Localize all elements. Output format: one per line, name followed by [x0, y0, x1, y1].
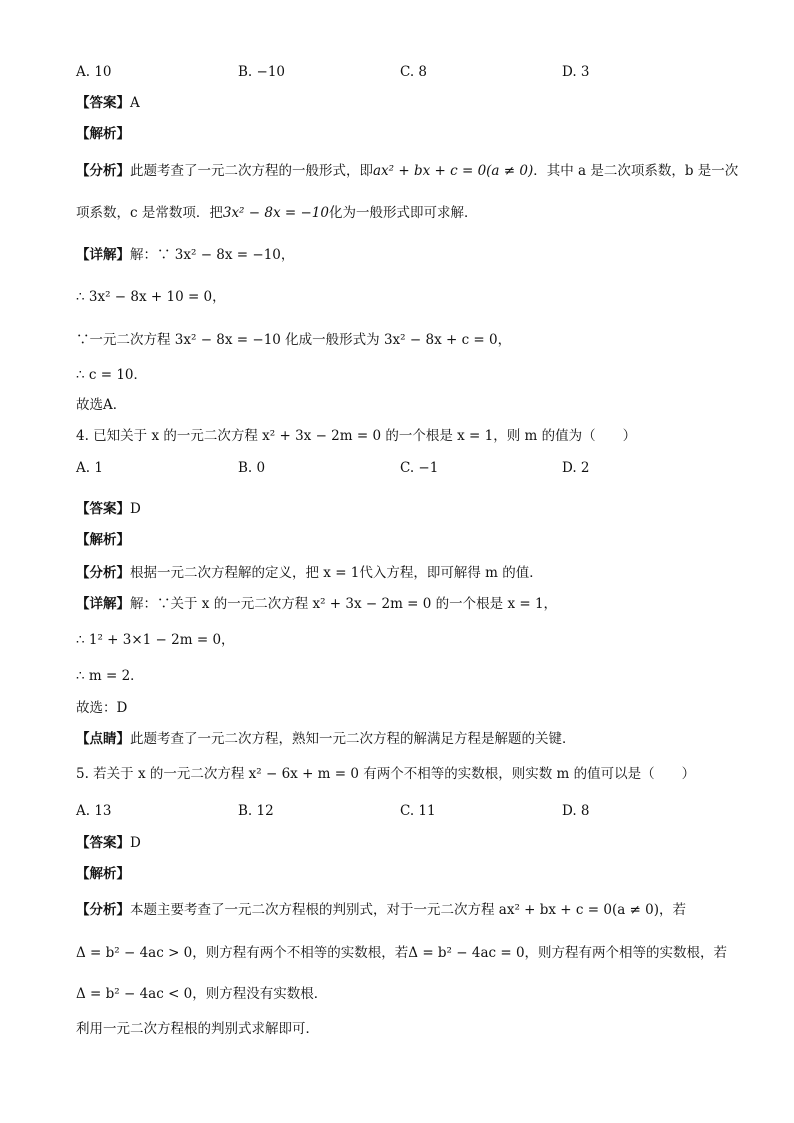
- q3-analysis-heading: 【解析】: [76, 126, 130, 142]
- q5-option-d: D. 8: [562, 803, 590, 819]
- analysis-text: 项系数，c 是常数项．把: [76, 205, 223, 221]
- q3-analysis-line-2: [76, 203, 477, 223]
- answer-value: A: [130, 95, 140, 111]
- q4-option-a: A. 1: [76, 460, 103, 476]
- q5-analysis-heading: 【解析】: [76, 866, 130, 882]
- answer-value: D: [130, 835, 141, 851]
- q3-option-a: A. 10: [76, 64, 112, 80]
- q3-detail-line-4: ∴ c = 10．: [76, 367, 148, 383]
- q4-analysis: [76, 563, 543, 583]
- q4-stem: 4. 已知关于 x 的一元二次方程 x² + 3x − 2m = 0 的一个根是 x = 1，则 m 的值为（ ）: [76, 428, 637, 444]
- answer-value: D: [130, 501, 141, 517]
- q3-option-b: B. −10: [238, 64, 285, 80]
- detail-tag: 【详解】: [76, 247, 130, 263]
- analysis-text: 根据一元二次方程解的定义，把 x = 1代入方程，即可解得 m 的值．: [130, 565, 543, 581]
- comment-tag: 【点睛】: [76, 731, 130, 747]
- q5-option-c: C. 11: [400, 803, 436, 819]
- analysis-text: 此题考查了一元二次方程的一般形式，即: [130, 163, 373, 179]
- q3-option-c: C. 8: [400, 64, 428, 80]
- answer-tag: 【答案】: [76, 835, 130, 851]
- q3-detail-line-2: ∴ 3x² − 8x + 10 = 0，: [76, 289, 226, 305]
- q5-option-b: B. 12: [238, 803, 274, 819]
- q5-analysis-line-3: Δ = b² − 4ac < 0，则方程没有实数根．: [76, 986, 328, 1002]
- q5-analysis-line-4: 利用一元二次方程根的判别式求解即可．: [76, 1021, 319, 1037]
- q4-answer: [76, 499, 141, 519]
- analysis-text: ．其中 a 是二次项系数，b 是一次: [533, 163, 739, 179]
- q4-option-d: D. 2: [562, 460, 590, 476]
- analysis-text: 本题主要考查了一元二次方程根的判别式，对于一元二次方程 ax² + bx + c = 0(a ≠ 0)，若: [130, 902, 687, 918]
- analysis-tag: 【分析】: [76, 565, 130, 581]
- q4-analysis-heading: 【解析】: [76, 532, 130, 548]
- detail-text: 解：∵ 3x² − 8x = −10，: [130, 247, 295, 263]
- q5-option-a: A. 13: [76, 803, 112, 819]
- analysis-text: 化为一般形式即可求解．: [328, 205, 478, 221]
- analysis-tag: 【分析】: [76, 902, 130, 918]
- q3-choose: 故选A．: [76, 397, 127, 413]
- q5-answer: [76, 833, 141, 853]
- q3-option-d: D. 3: [562, 64, 590, 80]
- q4-detail-line-2: ∴ 1² + 3×1 − 2m = 0，: [76, 632, 235, 648]
- q5-analysis-line-2: Δ = b² − 4ac > 0，则方程有两个不相等的实数根，若Δ = b² − 4ac = 0，则方程有两个相等的实数根，若: [76, 945, 728, 961]
- q5-stem: 5. 若关于 x 的一元二次方程 x² − 6x + m = 0 有两个不相等的实数根，则实数 m 的值可以是（ ）: [76, 766, 696, 782]
- q3-detail-line-3: ∵一元二次方程 3x² − 8x = −10 化成一般形式为 3x² − 8x + c = 0，: [76, 332, 512, 348]
- q4-detail-line-3: ∴ m = 2．: [76, 668, 144, 684]
- comment-text: 此题考查了一元二次方程，熟知一元二次方程的解满足方程是解题的关键．: [130, 731, 576, 747]
- q4-detail-line-1: [76, 594, 557, 614]
- answer-tag: 【答案】: [76, 95, 130, 111]
- q4-choose: 故选：D: [76, 700, 128, 716]
- analysis-formula: ax² + bx + c = 0(a ≠ 0): [373, 163, 534, 179]
- q4-option-c: C. −1: [400, 460, 439, 476]
- q3-detail-line-1: [76, 245, 294, 265]
- answer-tag: 【答案】: [76, 501, 130, 517]
- analysis-tag: 【分析】: [76, 163, 130, 179]
- q4-comment: [76, 729, 576, 749]
- q4-option-b: B. 0: [238, 460, 266, 476]
- q5-analysis-line-1: [76, 900, 686, 920]
- analysis-formula: 3x² − 8x = −10: [222, 205, 329, 221]
- q3-analysis-line-1: [76, 161, 738, 181]
- detail-tag: 【详解】: [76, 596, 130, 612]
- detail-text: 解：∵关于 x 的一元二次方程 x² + 3x − 2m = 0 的一个根是 x = 1，: [130, 596, 558, 612]
- q3-answer: [76, 93, 140, 113]
